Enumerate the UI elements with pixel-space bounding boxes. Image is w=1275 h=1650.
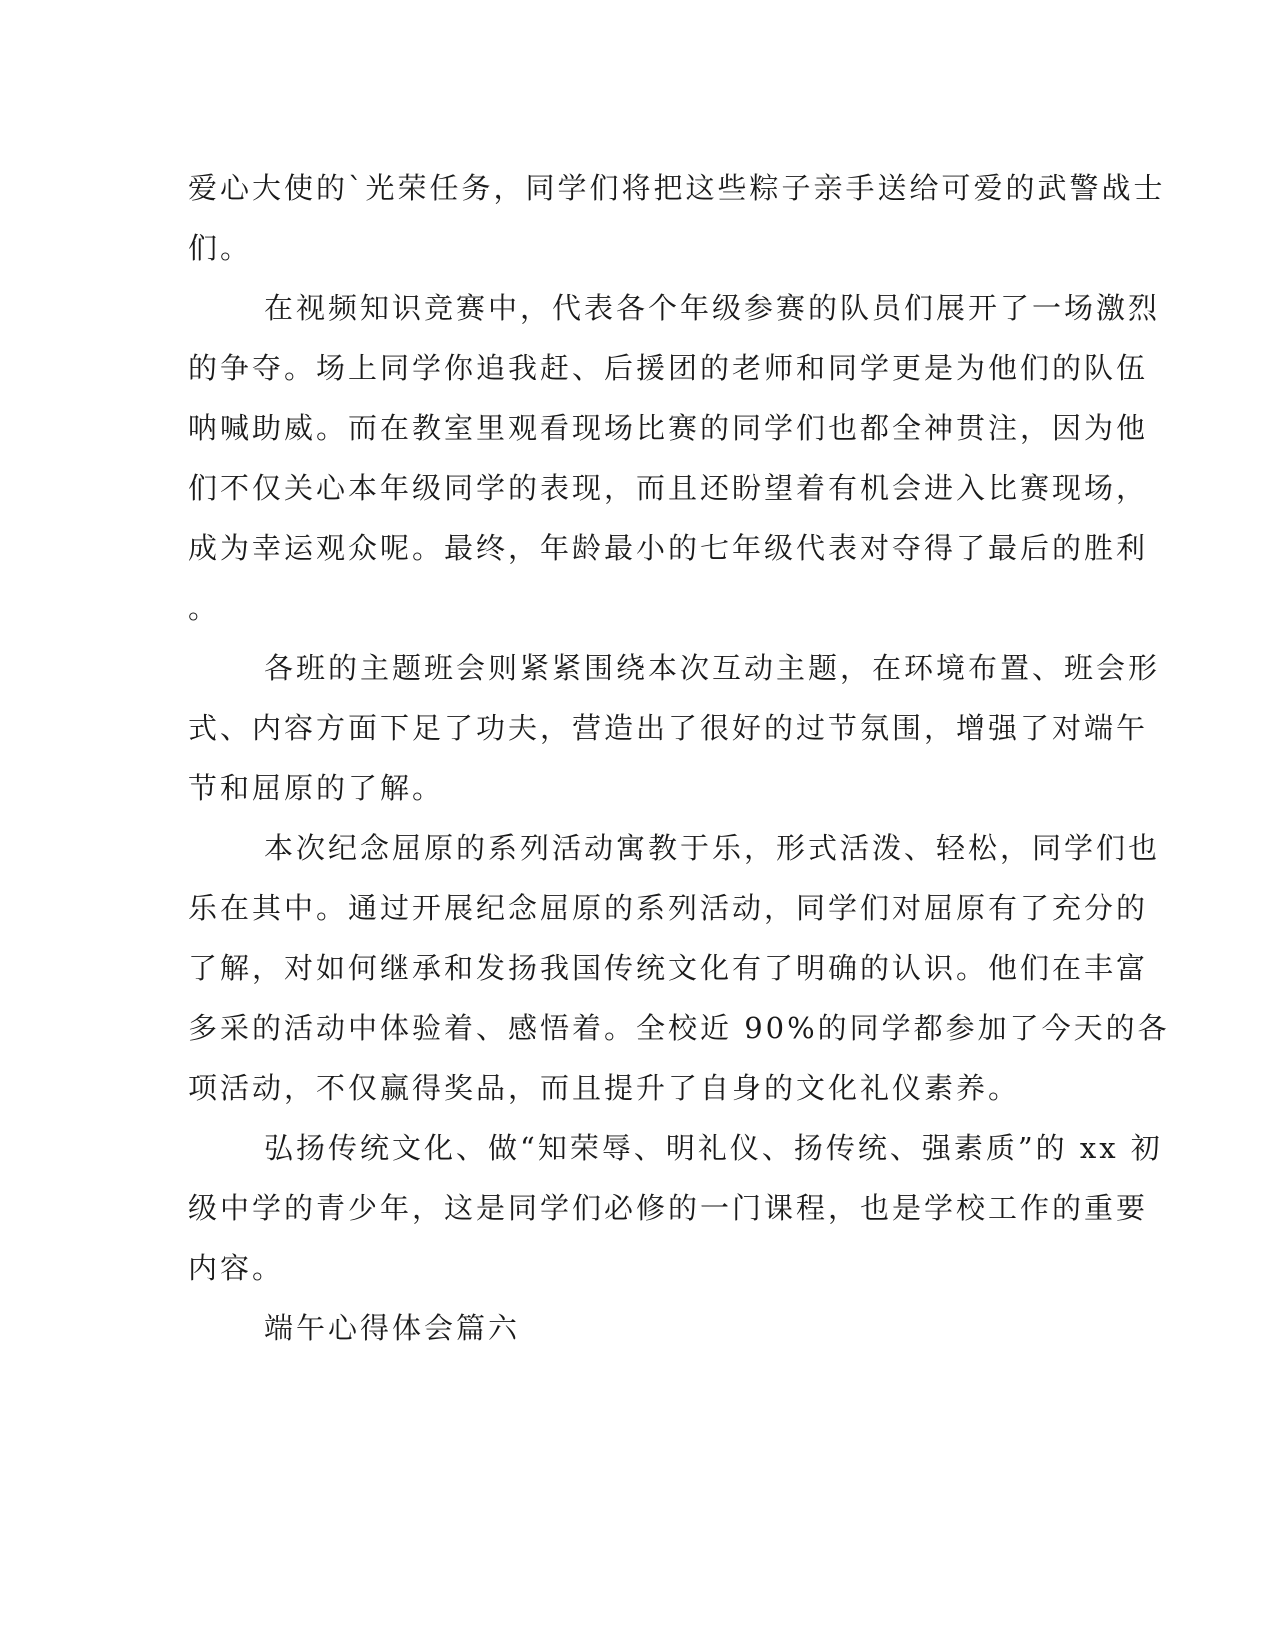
paragraph-4 [188,818,1170,1118]
text-line: 在视频知识竞赛中，代表各个年级参赛的队员们展开了一场激烈 [264,291,1161,325]
paragraph-2 [188,278,1161,638]
text-line: 式、内容方面下足了功夫，营造出了很好的过节氛围，增强了对端午 [188,711,1149,745]
section-heading: 端午心得体会篇六 [264,1311,521,1345]
text-line: 本次纪念屈原的系列活动寓教于乐，形式活泼、轻松，同学们也 [264,831,1161,865]
paragraph-1 [188,158,1166,278]
text-line: 了解，对如何继承和发扬我国传统文化有了明确的认识。他们在丰富 [188,951,1149,985]
text-line: 节和屈原的了解。 [188,771,445,805]
text-line: 乐在其中。通过开展纪念屈原的系列活动，同学们对屈原有了充分的 [188,891,1149,925]
text-line: 爱心大使的`光荣任务，同学们将把这些粽子亲手送给可爱的武警战士 [188,171,1166,205]
text-line: 。 [188,591,221,625]
document-body [188,158,1170,1358]
text-line: 呐喊助威。而在教室里观看现场比赛的同学们也都全神贯注，因为他 [188,411,1149,445]
text-line: 们不仅关心本年级同学的表现，而且还盼望着有机会进入比赛现场， [188,471,1149,505]
text-line: 级中学的青少年，这是同学们必修的一门课程，也是学校工作的重要 [188,1191,1149,1225]
text-line: 们。 [188,231,253,265]
text-line: 的争夺。场上同学你追我赶、后援团的老师和同学更是为他们的队伍 [188,351,1149,385]
text-line: 成为幸运观众呢。最终，年龄最小的七年级代表对夺得了最后的胜利 [188,531,1149,565]
text-line: 内容。 [188,1251,285,1285]
text-line: 多采的活动中体验着、感悟着。全校近 90%的同学都参加了今天的各 [188,1011,1170,1045]
paragraph-5 [188,1118,1163,1298]
paragraph-3 [188,638,1161,818]
text-line: 弘扬传统文化、做“知荣辱、明礼仪、扬传统、强素质”的 xx 初 [264,1131,1163,1165]
text-line: 各班的主题班会则紧紧围绕本次互动主题，在环境布置、班会形 [264,651,1161,685]
text-line: 项活动，不仅赢得奖品，而且提升了自身的文化礼仪素养。 [188,1071,1021,1105]
